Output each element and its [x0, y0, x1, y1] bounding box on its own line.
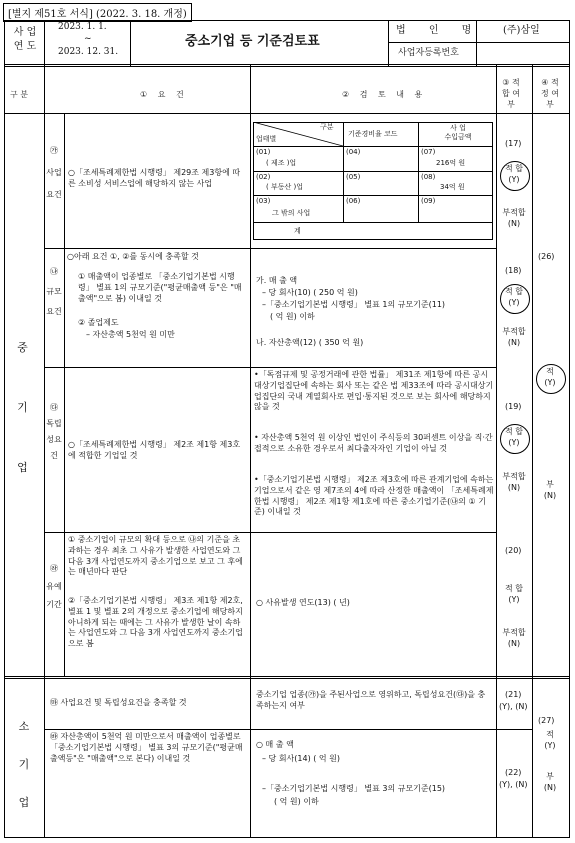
scale-req-2: ② 졸업제도 [78, 318, 119, 327]
grace-req-label: ㉱ 유예기간 [46, 564, 62, 609]
sme-result-num: (26) [538, 252, 555, 261]
independence-req-label: ㉰ 독립성요건 [46, 403, 62, 460]
grace-review: ○ 사유발생 연도(13) ( 년) [256, 598, 350, 607]
table-total-label: 계 [294, 227, 301, 235]
cell-code-01: (01) [256, 148, 271, 156]
cell-name-03: 그 밖의 사업 [272, 209, 311, 217]
col-requirement: ① 요 건 [140, 90, 188, 99]
business-fit-yes: 적 합 (Y) [505, 164, 523, 184]
cell-mid-06: (06) [346, 197, 361, 205]
col-fit: ③ 적합 여부 [502, 78, 520, 109]
form-label: [별지 제51호 서식] (2022. 3. 18. 개정) [3, 3, 192, 22]
scale-req-intro: ○아래 요건 ①, ②를 동시에 충족할 것 [67, 252, 199, 261]
cell-mid-05: (05) [346, 173, 361, 181]
small-biz-review: 중소기업 업종(㉮)을 주된사업으로 영위하고, 독립성요건(㉰)을 충족하는지 여부 [256, 690, 486, 710]
independence-review-1: •「독점규제 및 공정거래에 관한 법률」 제31조 제1항에 따른 공시대상기업집단에 속하는 회사 또는 같은 법 제33조에 따라 공시대상기업집단의 국내 계열회사로 편입·통지된 것으로 보는 회사에 해당하지 않을 것 [254, 370, 494, 412]
small-biz-fit-yn: (Y), (N) [499, 702, 528, 711]
scale-review-b: 나. 자산총액(12) ( 350 억 원) [256, 338, 364, 347]
small-asset-review-3: –「중소기업기본법 시행령」 별표 3의 규모기준(15) [262, 784, 446, 793]
table-head-code: 기준경비율 코드 [348, 130, 398, 138]
independence-fit-num: (19) [505, 402, 522, 411]
small-asset-fit-num: (22) [505, 768, 522, 777]
scale-review-a3: ( 억 원) 이하 [270, 312, 315, 321]
small-asset-req-label: ㉳ 자산총액이 5천억 원 미만으로서 매출액이 업종별로「중소기업기본법 시행령」 별표 3의 규모기준("평균매출액등"은 "매출액"으로 본다) 이내일 것 [50, 732, 243, 763]
corp-name-value: (주)삼일 [503, 25, 540, 36]
independence-review-3: •「중소기업기본법 시행령」 제2조 제3호에 따른 관계기업에 속하는 기업으로서 같은 영 제7조의 4에 따라 산정한 매출액이 「조세특례제한법 시행령」 제2조 제1항 제1호에 따른 중소기업기준(㉯의 ① 기준) 이내일 것 [254, 475, 494, 517]
business-fit-num: (17) [505, 139, 522, 148]
small-group-label: 소 기 업 [18, 720, 30, 809]
grace-req-1: ① 중소기업이 규모의 확대 등으로 ㉯의 기준을 초과하는 경우 최초 그 사유가 발생한 사업연도와 그 다음 3개 사업연도까지 중소기업으로 보고 그 후에는 매년마다 판단 [68, 535, 243, 577]
small-biz-fit-num: (21) [505, 690, 522, 699]
grace-fit-no: 부적합 (N) [502, 628, 526, 648]
scale-req-label: ㉯ 규모요건 [46, 267, 62, 316]
independence-fit-yes: 적 합 (Y) [505, 427, 523, 447]
independence-fit-no: 부적합 (N) [502, 472, 526, 492]
small-asset-review-1: ○ 매 출 액 [256, 740, 294, 749]
independence-review-2: • 자산총액 5천억 원 이상인 법인이 주식등의 30퍼센트 이상을 직·간접적으로 소유한 경우로서 최다출자자인 기업이 아닐 것 [254, 433, 493, 453]
scale-review-a2: –「중소기업기본법 시행령」 별표 1의 규모기준(11) [262, 300, 446, 309]
col-category: 구 분 [10, 90, 28, 99]
cell-code-03: (03) [256, 197, 271, 205]
scale-review-a: 가. 매 출 액 [256, 276, 298, 285]
scale-req-1: ① 매출액이 업종별로 「중소기업기본법 시행령」 별표 1의 규모기준("평균매출액 등"은 "매출액"으로 봄) 이내일 것 [78, 272, 242, 303]
grace-fit-yes: 적 합 (Y) [505, 584, 523, 604]
scale-fit-no: 부적합 (N) [502, 327, 526, 347]
cell-rcode-09: (09) [421, 197, 436, 205]
business-fit-no: 부적합 (N) [502, 208, 526, 228]
business-req-label: ㉮ 사업요건 [46, 146, 62, 199]
scale-fit-num: (18) [505, 266, 522, 275]
period-separator: ~ [84, 34, 92, 44]
cell-code-02: (02) [256, 173, 271, 181]
cell-name-02: ( 부동산 )업 [266, 183, 303, 191]
cell-amount-07: 216억 원 [436, 159, 466, 167]
table-head-type: 업태별 [256, 135, 277, 143]
small-asset-fit-yn: (Y), (N) [499, 780, 528, 789]
cell-rcode-08: (08) [421, 173, 436, 181]
business-req-text: ○「조세특례제한법 시행령」 제29조 제3항에 따른 소비성 서비스업에 해당하지 않는 사업 [68, 168, 241, 188]
scale-fit-yes: 적 합 (Y) [505, 287, 523, 307]
period-start: 2023. 1. 1. [58, 22, 107, 32]
period-end: 2023. 12. 31. [58, 47, 119, 57]
small-result-num: (27) [538, 716, 555, 725]
col-fit2: ④ 적정 여부 [541, 78, 559, 109]
table-head-category: 구분 [320, 123, 334, 131]
independence-req-text: ○「조세특례제한법 시행령」 제2조 제1항 제3호에 적합한 기업일 것 [68, 440, 241, 460]
cell-amount-08: 34억 원 [440, 183, 465, 191]
corp-name-label: 법 인 명 [396, 25, 482, 36]
cell-name-01: ( 제조 )업 [266, 159, 297, 167]
sme-result-no: 부 (N) [543, 480, 557, 500]
cell-mid-04: (04) [346, 148, 361, 156]
small-asset-review-4: ( 억 원) 이하 [274, 797, 319, 806]
small-asset-review-2: – 당 회사(14) ( 억 원) [262, 754, 341, 763]
scale-req-2b: – 자산총액 5천억 원 미만 [86, 330, 175, 339]
small-result-yes: 적 (Y) [544, 730, 556, 750]
page-title: 중소기업 등 기준검토표 [185, 34, 320, 49]
sme-result-yes: 적 (Y) [544, 367, 556, 387]
small-result-no: 부 (N) [543, 772, 557, 792]
grace-req-2: ②「중소기업기본법 시행령」 제3조 제1항 제2호, 별표 1 및 별표 2의 개정으로 중소기업에 해당하지 아니하게 되는 때에는 그 사유가 발생한 날이 속하는 사업연도와 그 다음 3개 사업연도까지 중소기업으로 봄 [68, 596, 243, 649]
fiscal-year-label: 사 업 연 도 [13, 27, 37, 52]
scale-review-a1: – 당 회사(10) ( 250 억 원) [262, 288, 358, 297]
small-biz-req-label: ㉲ 사업요건 및 독립성요건을 충족할 것 [50, 698, 187, 707]
col-review: ② 검 토 내 용 [342, 90, 427, 99]
sme-group-label: 중 기 업 [17, 341, 31, 474]
table-head-revenue: 사 업 수입금액 [444, 124, 472, 142]
grace-fit-num: (20) [505, 546, 522, 555]
biz-reg-label: 사업자등록번호 [398, 48, 459, 58]
cell-rcode-07: (07) [421, 148, 436, 156]
